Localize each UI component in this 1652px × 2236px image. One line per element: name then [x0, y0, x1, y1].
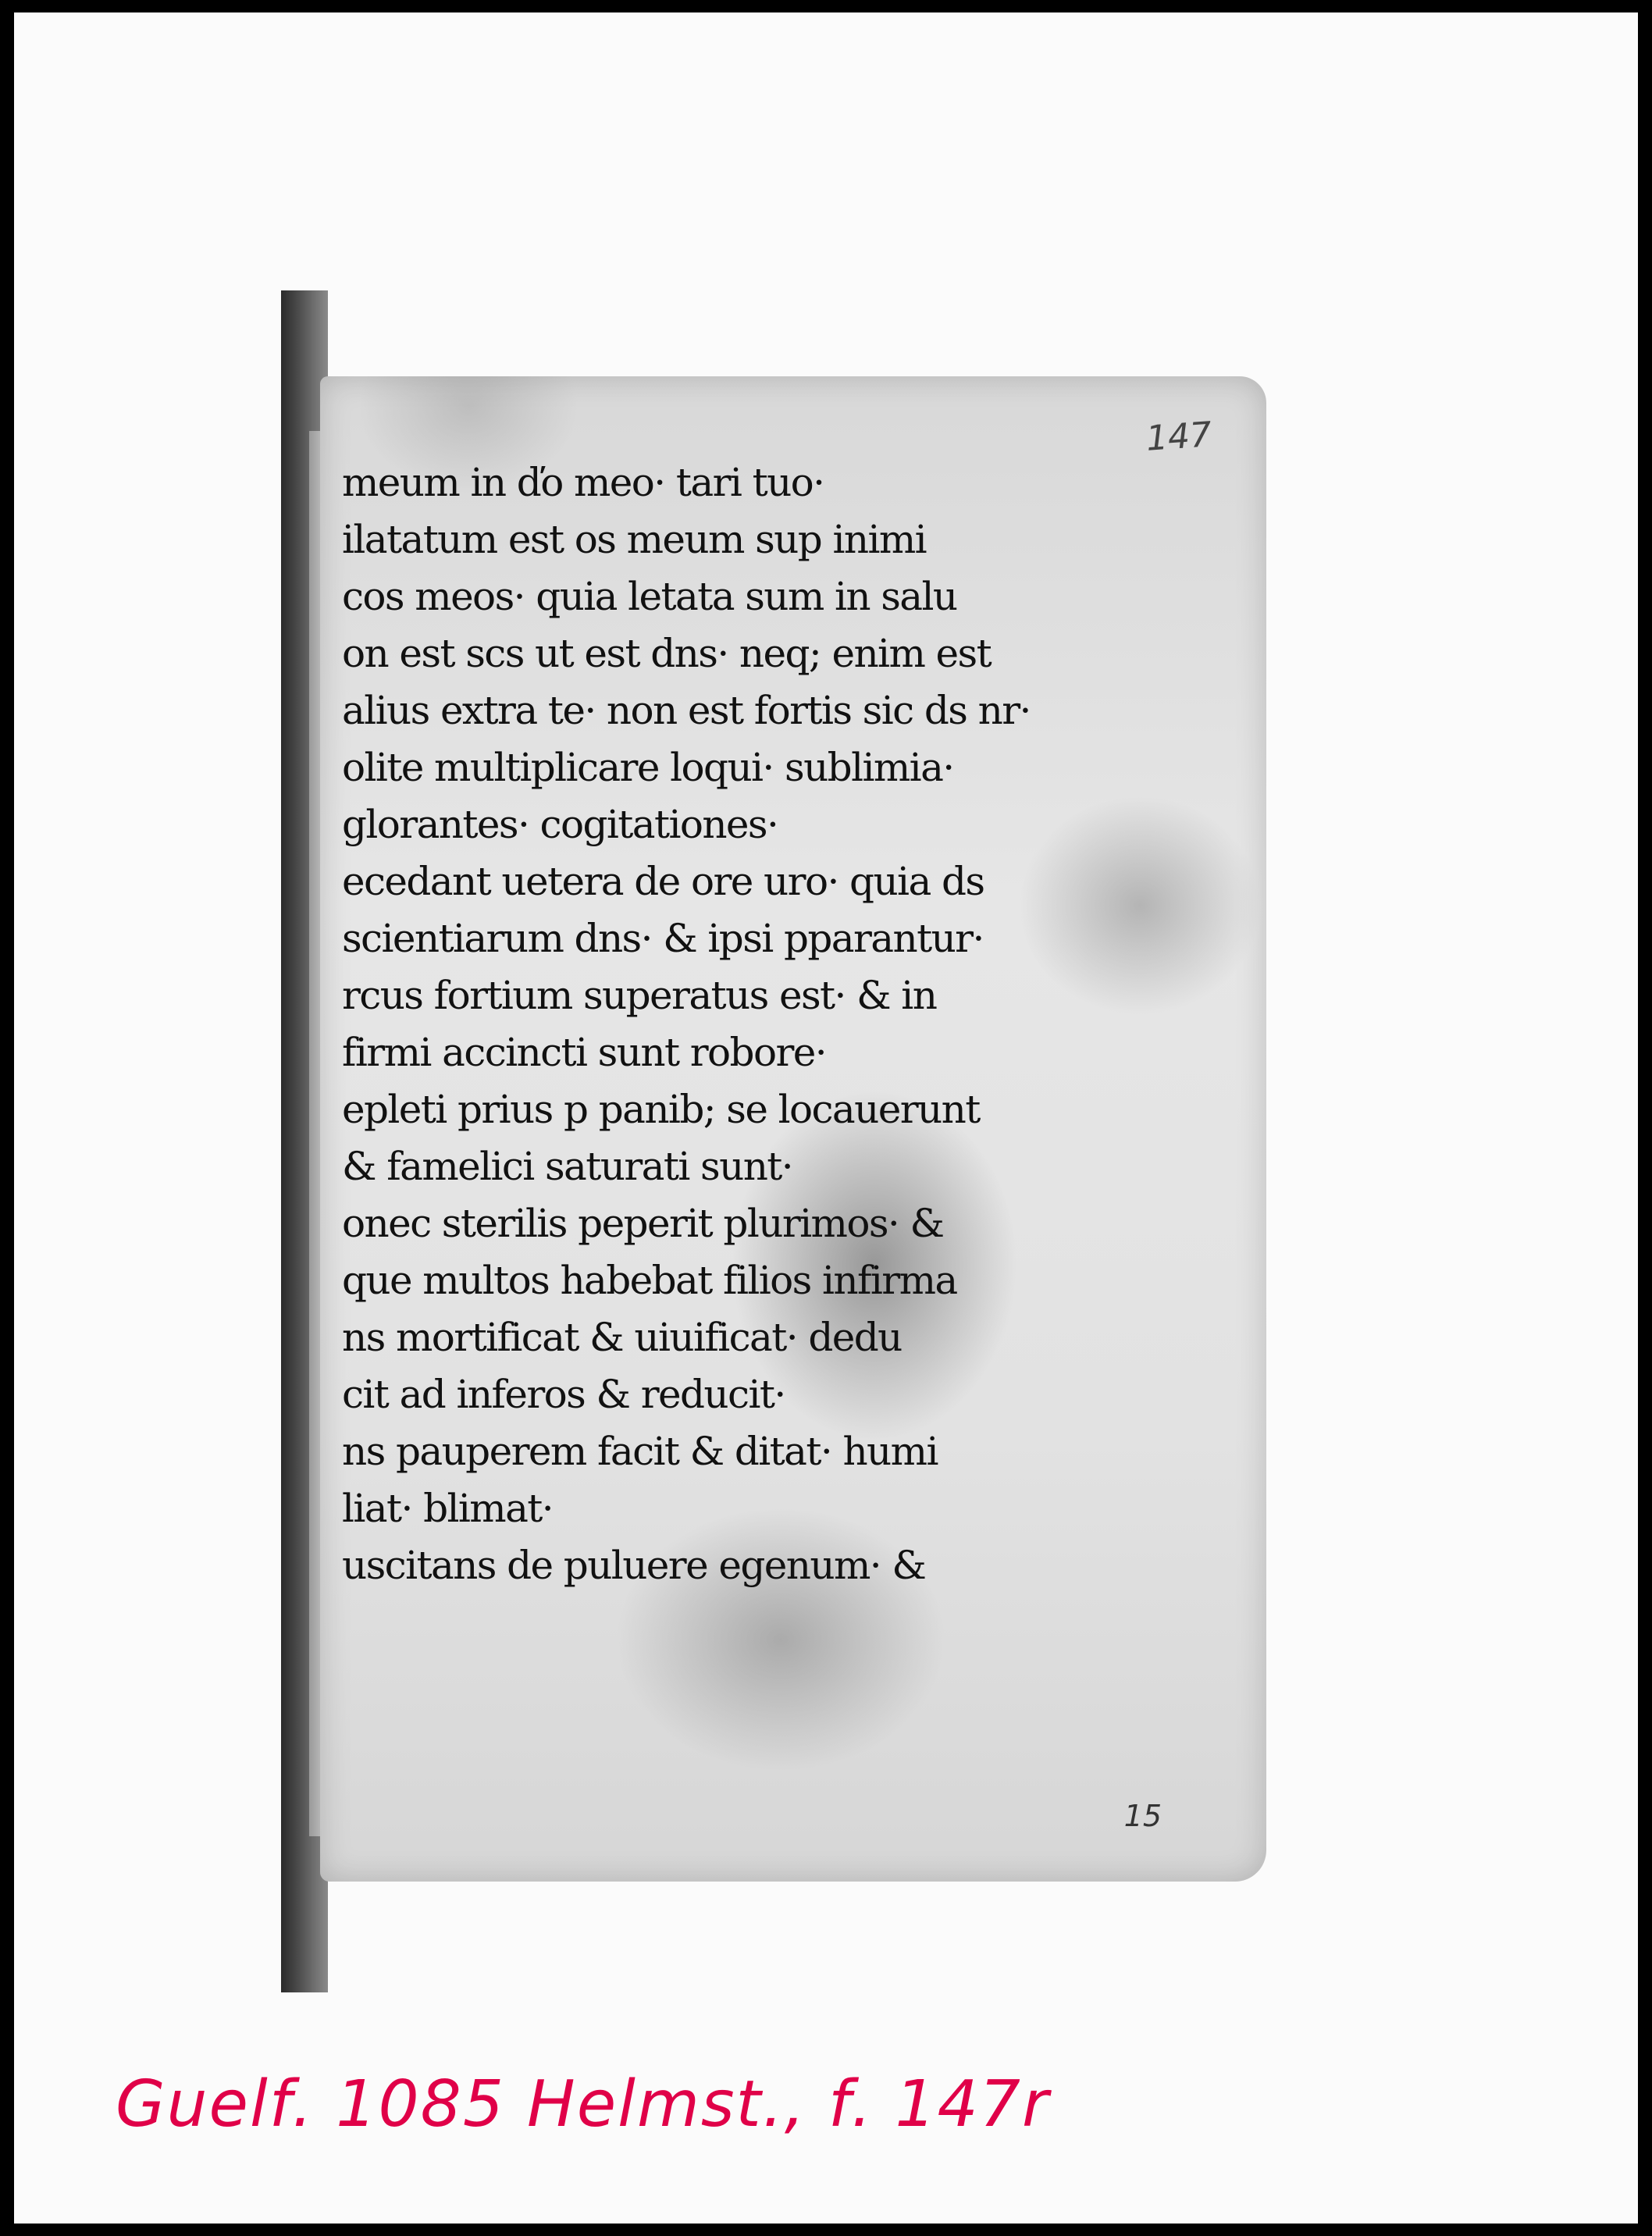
manuscript-line: ilatatum est os meum sup inimi	[342, 517, 927, 562]
manuscript-line: olite multiplicare loqui· sublimia·	[342, 745, 954, 790]
manuscript-line: liat· blimat·	[342, 1486, 554, 1531]
catalog-label: Guelf. 1085 Helmst., f. 147r	[116, 2067, 1050, 2142]
folio-number: 147	[1145, 415, 1213, 459]
manuscript-line: glorantes· cogitationes·	[342, 802, 778, 847]
manuscript-line: on est scs ut est dns· neq; enim est	[342, 631, 992, 676]
manuscript-line: ecedant uetera de ore uro· quia ds	[342, 859, 984, 904]
manuscript-line: que multos habebat filios infirma	[342, 1258, 957, 1303]
manuscript-line: alius extra te· non est fortis sic ds nr·	[342, 688, 1031, 733]
manuscript-line: scientiarum dns· & ipsi pparantur·	[342, 916, 984, 961]
manuscript-line: cos meos· quia letata sum in salu	[342, 574, 957, 619]
manuscript-line: ns pauperem facit & ditat· humi	[342, 1429, 938, 1474]
manuscript-line: & famelici saturati sunt·	[342, 1144, 793, 1189]
manuscript-text-block	[342, 454, 1232, 1594]
manuscript-line: onec sterilis peperit plurimos· &	[342, 1201, 944, 1246]
manuscript-line: meum in ďo meo· tari tuo·	[342, 460, 824, 505]
bottom-page-mark: 15	[1123, 1799, 1162, 1833]
manuscript-line: epleti prius p panib; se locauerunt	[342, 1087, 980, 1132]
manuscript-line: firmi accincti sunt robore·	[342, 1030, 827, 1075]
manuscript-leaf	[320, 376, 1266, 1882]
manuscript-line: uscitans de puluere egenum· &	[342, 1543, 926, 1588]
manuscript-line: ns mortificat & uiuificat· dedu	[342, 1315, 902, 1360]
manuscript-line: cit ad inferos & reducit·	[342, 1372, 785, 1417]
manuscript-line: rcus fortium superatus est· & in	[342, 973, 937, 1018]
